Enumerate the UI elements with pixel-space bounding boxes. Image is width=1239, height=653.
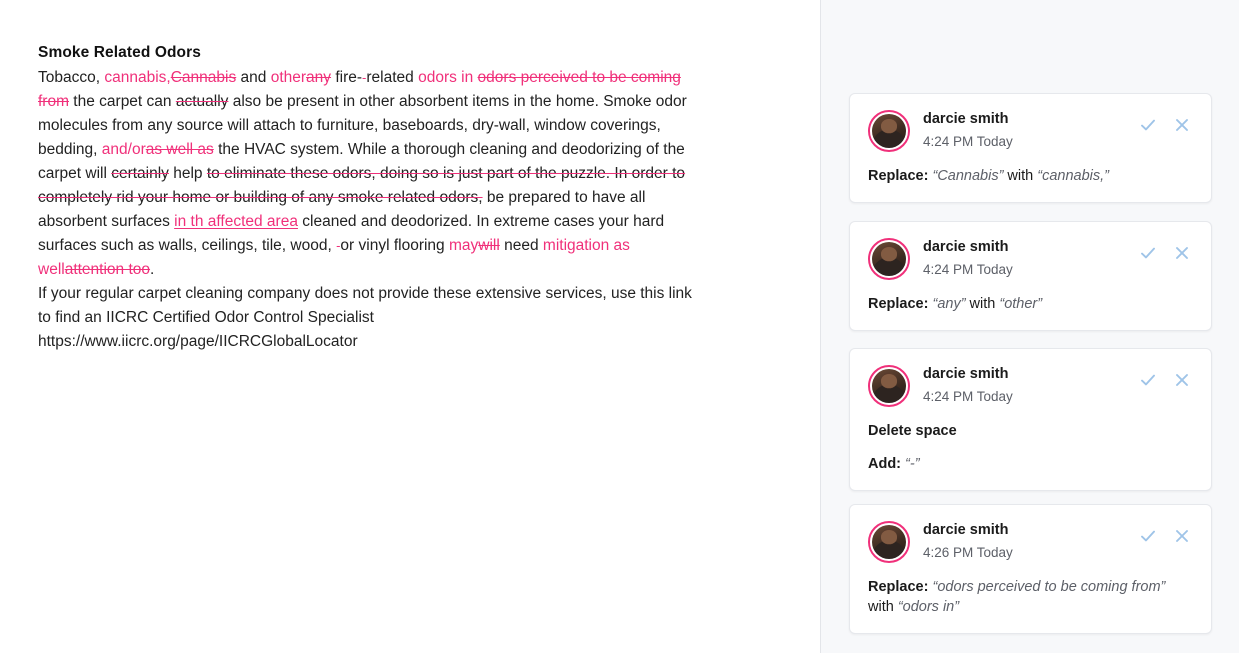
suggestion-original-text: “odors perceived to be coming from” xyxy=(932,579,1166,595)
avatar-image xyxy=(872,242,906,276)
suggestion-label: Add: xyxy=(868,456,902,472)
comment-actions xyxy=(1135,367,1195,393)
comment-body xyxy=(868,166,1195,186)
text-segment-insert-underline: in th affected area xyxy=(174,213,298,230)
text-segment-delete-dark: certainly xyxy=(111,165,169,182)
suggestion-label: Replace: xyxy=(868,296,929,312)
suggestion-original-text: “Cannabis” xyxy=(932,168,1004,184)
suggestion-original-text: “any” xyxy=(932,296,966,312)
avatar xyxy=(868,365,910,407)
comment-header xyxy=(868,110,1195,152)
text-segment-plain: fire- xyxy=(331,69,363,86)
tracked-paragraph xyxy=(38,66,698,282)
avatar-image xyxy=(872,525,906,559)
text-segment-insert: mitigation as well xyxy=(38,237,630,278)
comment-suggestion: Replace: “odors perceived to be coming from” with “odors in” xyxy=(868,579,1166,615)
comment-timestamp: 4:24 PM Today xyxy=(923,262,1013,277)
close-icon[interactable] xyxy=(1169,112,1195,138)
comment-body xyxy=(868,421,1195,474)
close-icon[interactable] xyxy=(1169,367,1195,393)
text-segment-plain: or vinyl flooring xyxy=(340,237,449,254)
text-segment-insert: other xyxy=(270,69,307,86)
avatar-image xyxy=(872,369,906,403)
suggestion-replacement-text: “other” xyxy=(999,296,1043,312)
comment-body xyxy=(868,294,1195,314)
paragraph-closing: If your regular carpet cleaning company does not provide these extensive services, use this link to find an IICRC Certified Odor Control Specialist xyxy=(38,285,692,326)
text-segment-plain: help xyxy=(168,165,207,182)
comment-card[interactable] xyxy=(849,93,1212,203)
close-icon[interactable] xyxy=(1169,240,1195,266)
text-segment-plain: be prepared to have all absorbent surfaces xyxy=(38,189,646,230)
comment-author: darcie smith xyxy=(923,239,1009,255)
comment-author: darcie smith xyxy=(923,522,1009,538)
comment-card[interactable] xyxy=(849,221,1212,331)
text-segment-plain: . xyxy=(150,261,155,278)
text-segment-insert-mark: - xyxy=(362,70,367,85)
avatar-image xyxy=(872,114,906,148)
avatar xyxy=(868,238,910,280)
text-segment-plain: the carpet can xyxy=(69,93,176,110)
close-icon[interactable] xyxy=(1169,523,1195,549)
check-icon[interactable] xyxy=(1135,367,1161,393)
text-segment-delete-dark: to eliminate these odors, doing so is just part of the puzzle. In order to completely rid your home or building of any smoke related odors, xyxy=(38,165,686,206)
suggestion-label: Delete space xyxy=(868,423,957,439)
comments-sidebar[interactable] xyxy=(820,0,1239,653)
comment-suggestion: Replace: “Cannabis” with “cannabis,” xyxy=(868,168,1109,184)
suggestion-label: Replace: xyxy=(868,168,929,184)
text-segment-delete: will xyxy=(478,237,500,254)
comment-timestamp: 4:24 PM Today xyxy=(923,389,1013,404)
text-segment-insert: odors in xyxy=(418,69,478,86)
comment-timestamp: 4:26 PM Today xyxy=(923,545,1013,560)
text-segment-insert: may xyxy=(448,237,479,254)
avatar xyxy=(868,521,910,563)
comment-suggestion xyxy=(868,421,1195,441)
document-heading: Smoke Related Odors xyxy=(38,44,201,61)
check-icon[interactable] xyxy=(1135,112,1161,138)
comment-suggestion xyxy=(868,454,1195,474)
text-segment-insert: cannabis, xyxy=(104,69,171,86)
text-segment-delete: as well as xyxy=(145,141,214,158)
text-segment-plain: the HVAC system. While a thorough cleaning and deodorizing of the carpet will xyxy=(38,141,685,182)
comment-author-block xyxy=(923,238,1135,279)
check-icon[interactable] xyxy=(1135,240,1161,266)
avatar xyxy=(868,110,910,152)
comment-card[interactable] xyxy=(849,504,1212,634)
comment-author-block xyxy=(923,521,1135,562)
text-segment-delete: any xyxy=(306,69,332,86)
comment-suggestion: Replace: “any” with “other” xyxy=(868,296,1043,312)
text-segment-insert: and/or xyxy=(101,141,146,158)
text-segment-plain: related xyxy=(366,69,419,86)
locator-link[interactable]: https://www.iicrc.org/page/IICRCGlobalLocator xyxy=(38,333,358,350)
text-segment-plain: cleaned and deodorized. In extreme cases your hard surfaces such as walls, ceilings, tile, wood, xyxy=(38,213,665,254)
suggestion-replacement-text: “odors in” xyxy=(897,599,960,615)
comment-card[interactable] xyxy=(849,348,1212,491)
text-segment-plain: need xyxy=(499,237,543,254)
comment-actions xyxy=(1135,240,1195,266)
comment-author: darcie smith xyxy=(923,111,1009,127)
comment-author-block xyxy=(923,110,1135,151)
text-segment-plain: also be present in other absorbent items in the home. Smoke odor molecules from any source will attach to furniture, baseboards, dry-wall, window coverings, bedding, xyxy=(38,93,687,158)
comment-header xyxy=(868,365,1195,407)
suggestion-original-text: “-” xyxy=(905,456,920,472)
comment-actions xyxy=(1135,112,1195,138)
check-icon[interactable] xyxy=(1135,523,1161,549)
text-segment-delete: attention too xyxy=(64,261,151,278)
comment-timestamp: 4:24 PM Today xyxy=(923,134,1013,149)
text-segment-delete: odors perceived to be coming from xyxy=(38,69,681,110)
comment-header xyxy=(868,521,1195,563)
comment-body xyxy=(868,577,1195,617)
comment-header xyxy=(868,238,1195,280)
comment-author-block xyxy=(923,365,1135,406)
comment-author: darcie smith xyxy=(923,366,1009,382)
suggestion-label: Replace: xyxy=(868,579,929,595)
suggestion-replacement-text: “cannabis,” xyxy=(1037,168,1109,184)
comment-actions xyxy=(1135,523,1195,549)
text-segment-delete-dark: actually xyxy=(175,93,229,110)
text-segment-plain: Tobacco, xyxy=(38,69,105,86)
text-segment-plain: and xyxy=(236,69,271,86)
text-segment-delete: Cannabis xyxy=(170,69,237,86)
text-segment-insert-mark: - xyxy=(336,238,341,253)
document-body[interactable] xyxy=(38,66,698,354)
